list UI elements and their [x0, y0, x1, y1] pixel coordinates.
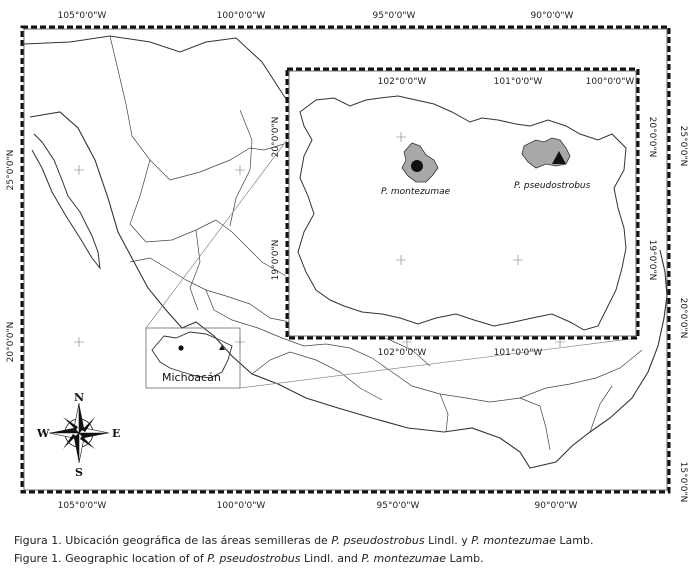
caption-english: Figure 1. Geographic location of of P. pseudostrobus Lindl. and P. montezumae Lamb. — [14, 552, 484, 565]
tick-top: 95°0'0"W — [372, 11, 416, 21]
tick-left: 20°0'0"N — [6, 321, 16, 363]
tick-right: 15°0'0"N — [678, 461, 688, 503]
tick-left: 25°0'0"N — [6, 149, 16, 191]
compass-s: S — [75, 466, 83, 479]
inset-right-ticks — [647, 117, 657, 281]
inset-tick-right: 20°0'0"N — [647, 116, 657, 158]
inset-top-ticks — [378, 77, 635, 87]
inset-tick-bottom: 101°0'0"W — [493, 348, 543, 358]
main-top-ticks — [58, 11, 574, 21]
inset-tick-top: 102°0'0"W — [377, 77, 427, 87]
main-left-ticks — [6, 150, 16, 363]
tick-top: 105°0'0"W — [57, 11, 107, 21]
michoacan-montezumae-marker — [178, 345, 183, 350]
main-bottom-ticks — [58, 501, 578, 511]
montezumae-site-marker — [411, 160, 423, 172]
compass-rose — [36, 391, 120, 479]
main-right-ticks — [678, 126, 688, 503]
compass-e: E — [112, 427, 121, 440]
montezumae-label: P. montezumae — [381, 187, 451, 197]
tick-right: 25°0'0"N — [678, 125, 688, 167]
inset-tick-top: 101°0'0"W — [493, 77, 543, 87]
inset-tick-right: 19°0'0"N — [647, 239, 657, 281]
michoacan-label: Michoacán — [162, 371, 221, 384]
tick-right: 20°0'0"N — [678, 297, 688, 339]
caption-spanish: Figura 1. Ubicación geográfica de las áreas semilleras de P. pseudostrobus Lindl. y P. montezumae Lamb. — [14, 534, 594, 547]
compass-n: N — [73, 391, 85, 404]
zoom-line — [240, 338, 638, 388]
inset-tick-left: 20°0'0"N — [271, 116, 281, 158]
compass-w: W — [37, 427, 50, 440]
tick-bottom: 105°0'0"W — [57, 501, 107, 511]
tick-bottom: 90°0'0"W — [534, 501, 578, 511]
tick-bottom: 95°0'0"W — [376, 501, 420, 511]
tick-bottom: 100°0'0"W — [216, 501, 266, 511]
tick-top: 90°0'0"W — [530, 11, 574, 21]
zoom-line — [146, 140, 287, 328]
tick-top: 100°0'0"W — [216, 11, 266, 21]
inset-bottom-ticks — [378, 348, 543, 358]
pseudostrobus-label: P. pseudostrobus — [514, 181, 591, 191]
inset-tick-bottom: 102°0'0"W — [377, 348, 427, 358]
inset-map-frame — [287, 69, 638, 338]
inset-left-ticks — [271, 117, 281, 281]
baja-peninsula — [32, 134, 100, 268]
inset-tick-top: 100°0'0"W — [585, 77, 635, 87]
inset-tick-left: 19°0'0"N — [271, 239, 281, 281]
